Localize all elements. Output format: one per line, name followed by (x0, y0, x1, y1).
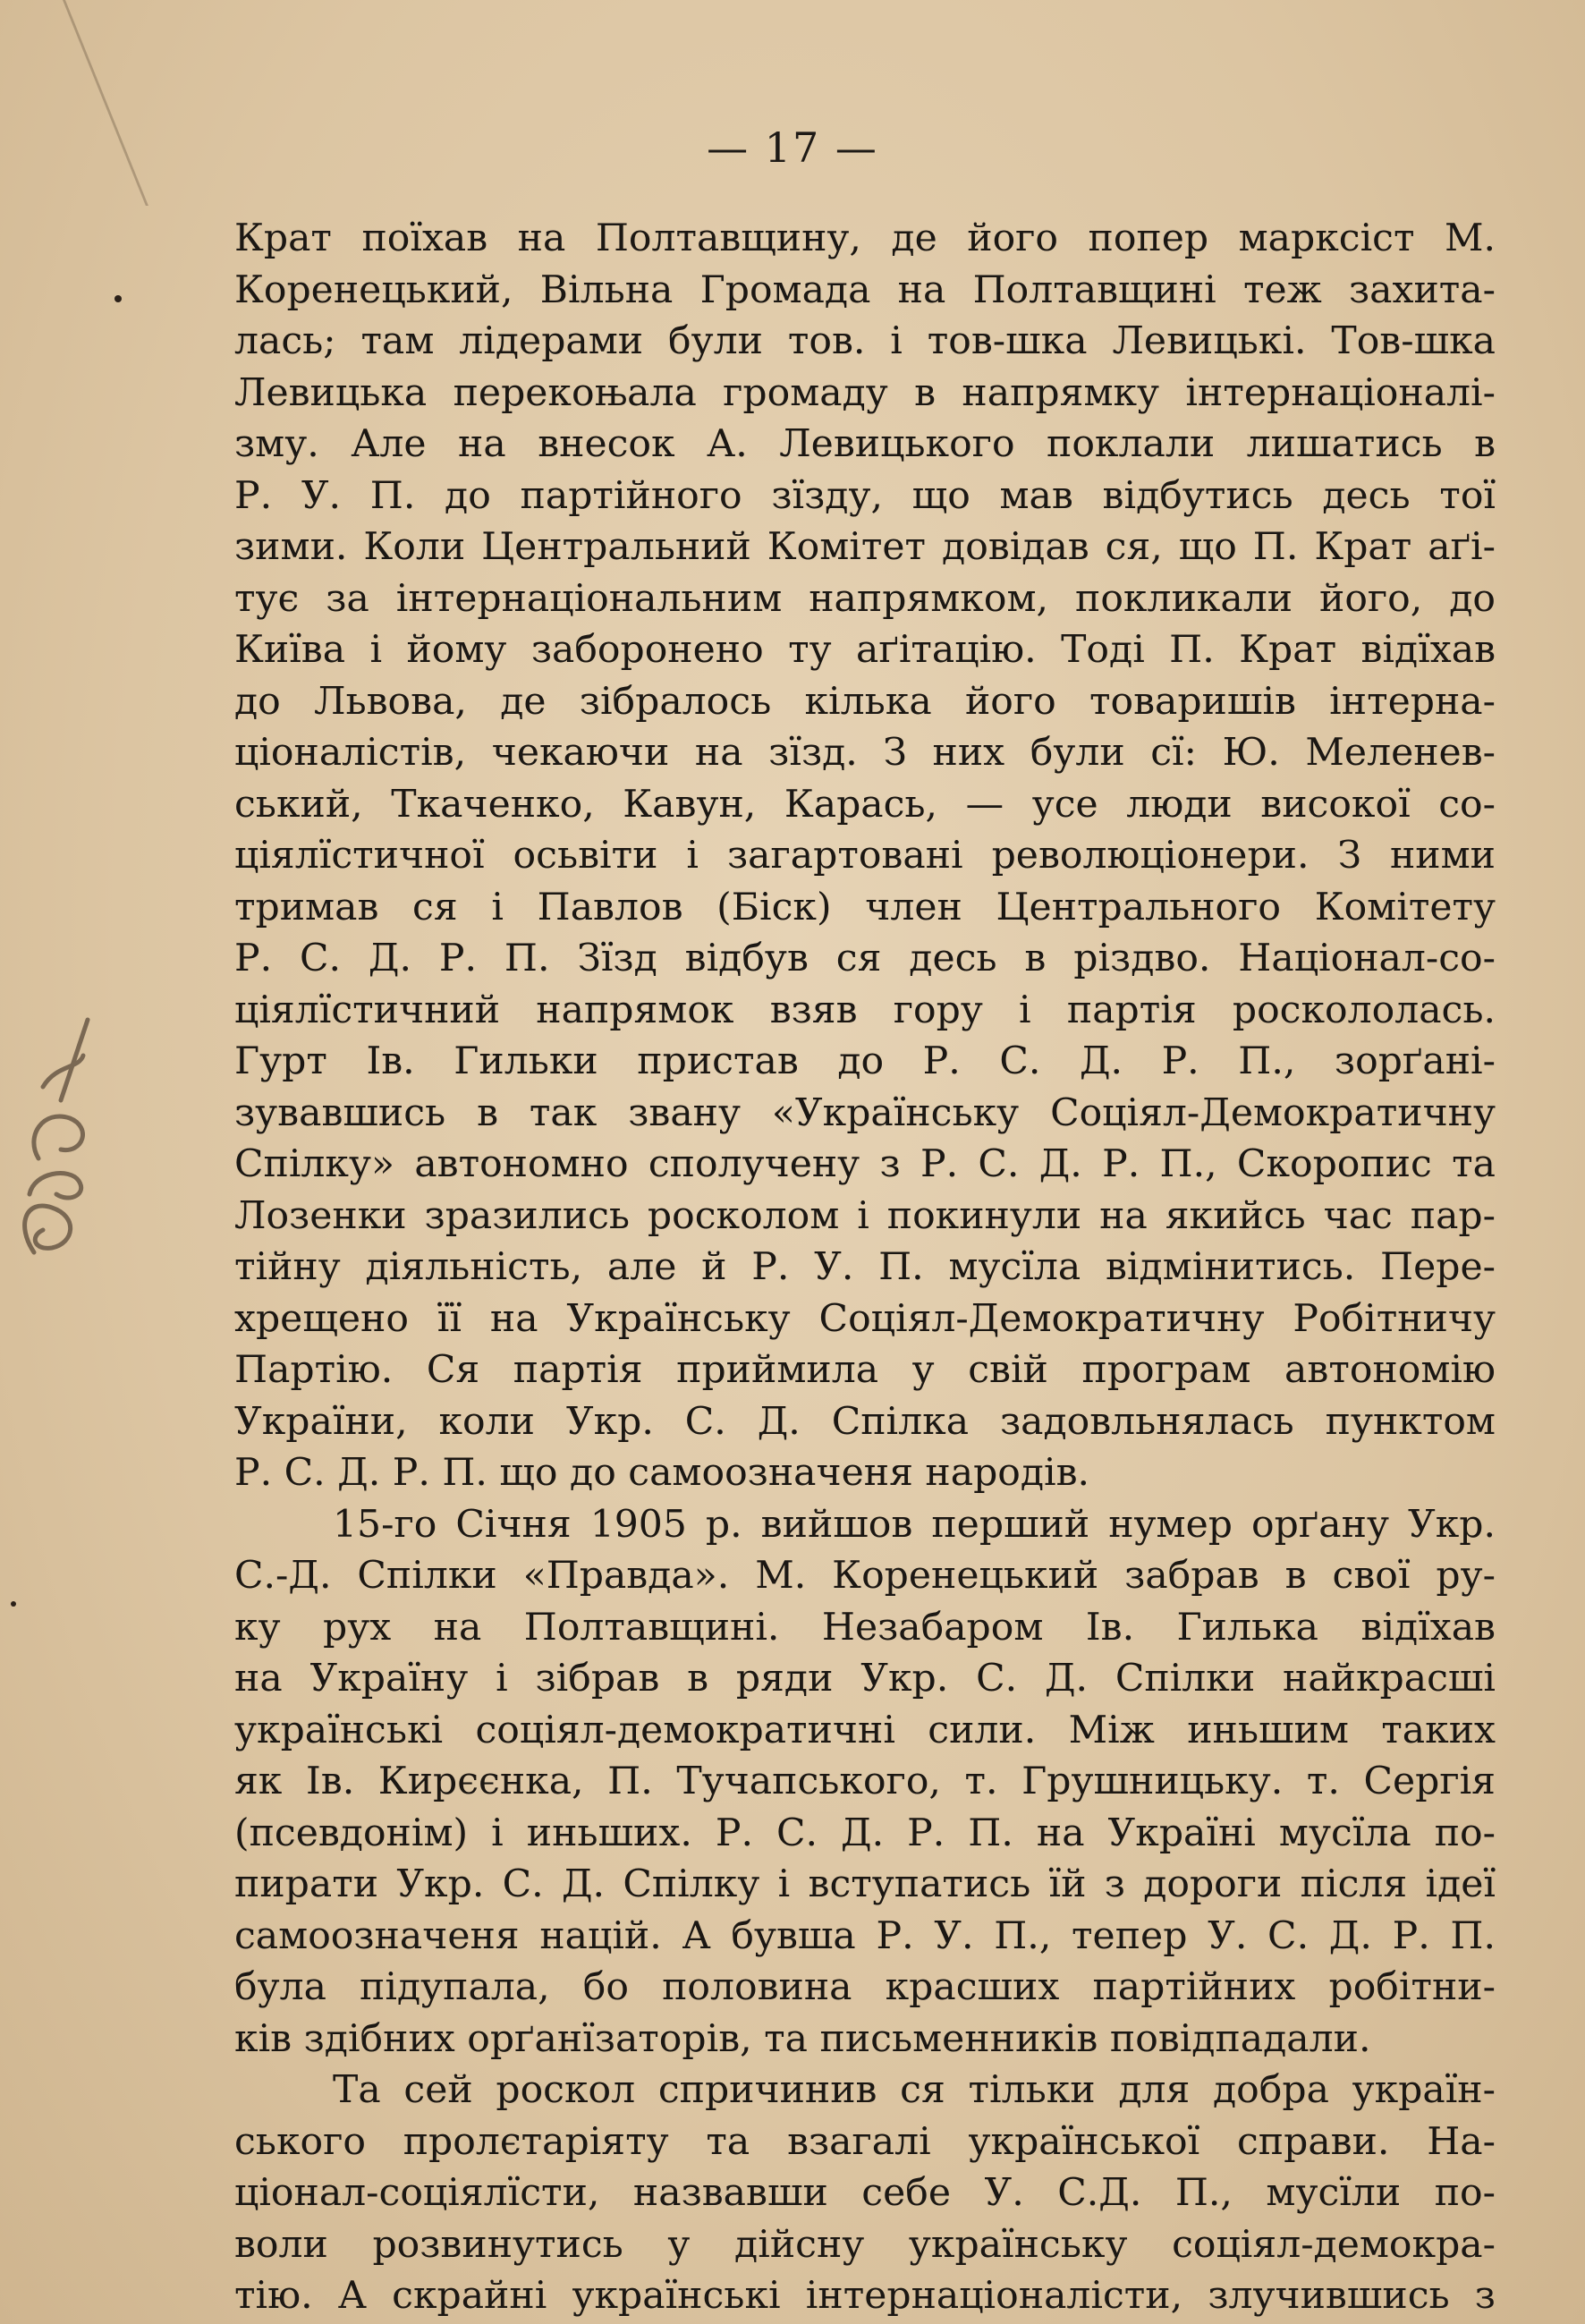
text-line: воли розвинутись у дійсну українську соціял-демокра- (234, 2222, 1496, 2267)
body-text (234, 213, 1496, 2322)
text-line: ціонал-соціялїсти, назвавши себе У. С.Д. П., мусїли по- (234, 2171, 1496, 2215)
text-line: ціялїстичної осьвіти і загартовані революціонери. З ними (234, 834, 1496, 878)
text-line: хрещено її на Українську Соціял-Демократичну Робітничу (234, 1296, 1496, 1341)
text-line: Та сей роскол спричинив ся тільки для добра україн- (333, 2068, 1496, 2112)
text-line: була підупала, бо половина красших партійних робітни- (234, 1965, 1496, 2009)
text-line: ку рух на Полтавщині. Незабаром Ів. Гилька відїхав (234, 1605, 1496, 1650)
text-line: 15-го Січня 1905 р. вийшов перший нумер орґану Укр. (333, 1502, 1496, 1547)
text-line: Р. С. Д. Р. П. що до самоозначеня народів. (234, 1451, 1090, 1495)
text-line: українські соціял-демократичні сили. Між иньшим таких (234, 1708, 1496, 1752)
text-line: Коренецький, Вільна Громада на Полтавщині теж захита- (234, 267, 1496, 312)
text-line: Левицька перекоњала громаду в напрямку інтернаціоналі- (234, 370, 1496, 415)
text-line: тує за інтернаціональним напрямком, покликали його, до (234, 576, 1496, 621)
text-line: Крат поїхав на Полтавщину, де його попер марксіст М. (234, 216, 1496, 260)
text-line: ціялїстичний напрямок взяв гору і партія роскололась. (234, 988, 1496, 1032)
text-line: зму. Але на внесок А. Левицького поклали лишатись в (234, 422, 1496, 466)
text-line: до Львова, де зібралось кілька його товаришів інтерна- (234, 679, 1496, 724)
text-line: зувавшись в так звану «Українську Соціял-Демократичну (234, 1090, 1496, 1135)
text-line: як Ів. Кирєєнка, П. Тучапського, т. Грушницьку. т. Сергія (234, 1760, 1496, 1803)
text-line: лась; там лідерами були тов. і тов-шка Левицькі. Тов-шка (234, 319, 1496, 363)
text-line: ків здібних орґанїзаторів, та письменників повідпадали. (234, 2016, 1371, 2061)
text-line: на Україну і зібрав в ряди Укр. С. Д. Спілки найкрасші (234, 1657, 1496, 1701)
text-line: пирати Укр. С. Д. Спілку і вступатись їй з дороги після ідеї (234, 1862, 1496, 1906)
text-line: ського пролєтаріяту та взагалі української справи. На- (234, 2119, 1496, 2164)
text-line: Гурт Ів. Гильки пристав до Р. С. Д. Р. П., зорґані- (234, 1039, 1496, 1083)
ink-speck (11, 1601, 16, 1607)
text-line: України, коли Укр. С. Д. Спілка задовльнялась пунктом (234, 1399, 1496, 1444)
text-line: самоозначеня націй. А бувша Р. У. П., тепер У. С. Д. Р. П. (234, 1913, 1496, 1958)
text-line: ціоналістів, чекаючи на зїзд. З них були сї: Ю. Меленев- (234, 731, 1496, 775)
text-line: тримав ся і Павлов (Біск) член Центрального Комітету (234, 885, 1496, 929)
ink-speck (114, 295, 122, 302)
text-line: тію. А скрайні українські інтернаціоналісти, злучившись з (234, 2274, 1496, 2318)
text-line: тійну діяльність, але й Р. У. П. мусїла відмінитись. Пере- (234, 1245, 1496, 1289)
text-line: С.-Д. Спілки «Правда». М. Коренецький забрав в свої ру- (234, 1554, 1496, 1598)
margin-handwriting (7, 1002, 114, 1270)
text-line: зими. Коли Центральний Комітет довідав ся, що П. Крат аґі- (234, 525, 1496, 569)
text-line: Лозенки зразились росколом і покинули на якийсь час пар- (234, 1193, 1496, 1238)
handwritten-note-graphic (7, 1002, 114, 1270)
text-line: Партію. Ся партія приймила у свій програм автономію (234, 1348, 1496, 1392)
text-line: (псевдонім) і иньших. Р. С. Д. Р. П. на Україні мусїла по- (234, 1811, 1496, 1855)
page-number: — 17 — (707, 123, 878, 172)
text-line: Р. С. Д. Р. П. Зїзд відбув ся десь в різдво. Націонал-со- (234, 937, 1496, 980)
text-line: Спілку» автономно сполучену з Р. С. Д. Р. П., Скоропис та (234, 1142, 1496, 1186)
text-line: Київа і йому заборонено ту аґітацію. Тоді П. Крат відїхав (234, 628, 1496, 672)
text-line: ський, Ткаченко, Кавун, Карась, — усе люди високої со- (234, 782, 1496, 827)
text-line: Р. У. П. до партійного зїзду, що мав відбутись десь тої (234, 473, 1496, 518)
